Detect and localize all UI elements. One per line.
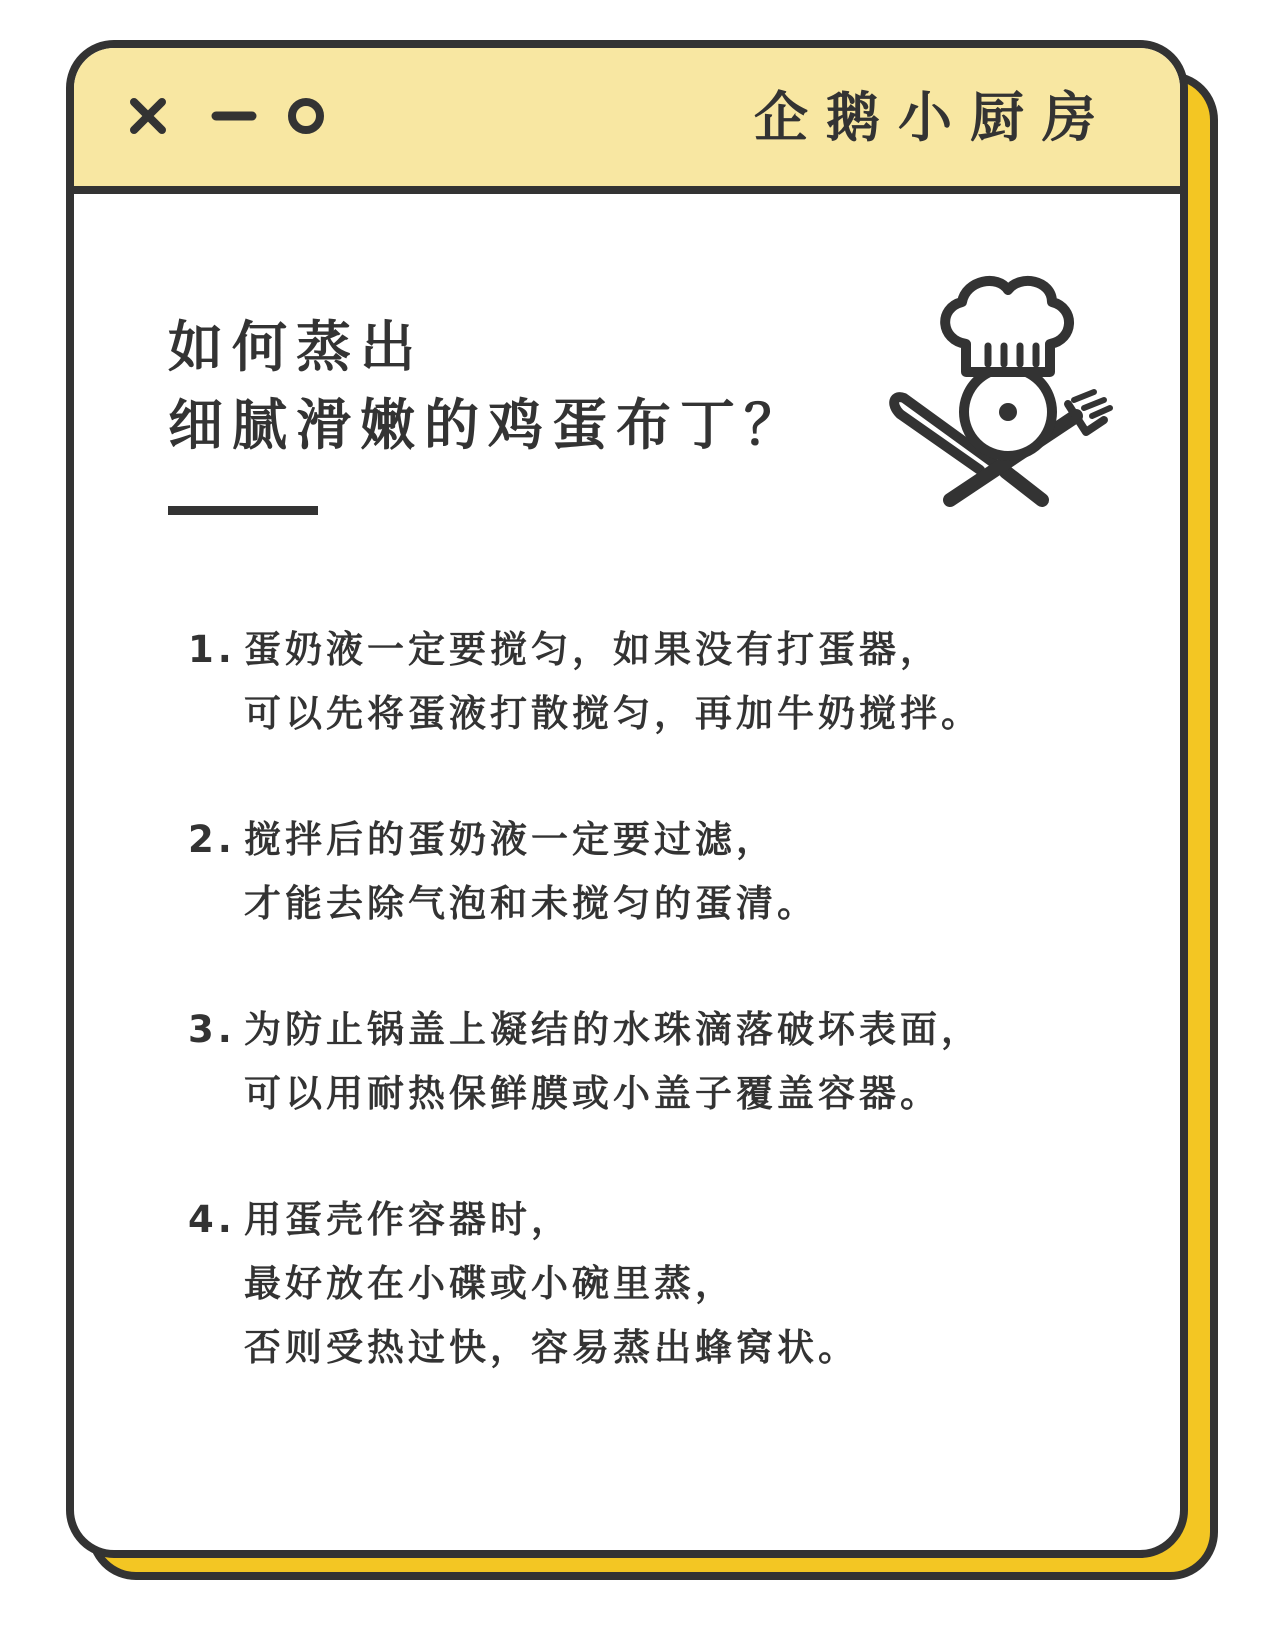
tips-list	[188, 618, 1128, 1442]
tip-item	[188, 618, 1128, 746]
page-heading	[168, 308, 808, 464]
maximize-icon[interactable]	[282, 92, 330, 140]
tip-line: 最好放在小碟或小碗里蒸，	[244, 1262, 736, 1305]
tip-line: 搅拌后的蛋奶液一定要过滤，	[244, 818, 777, 861]
tip-line: 蛋奶液一定要搅匀，如果没有打蛋器，	[244, 628, 941, 671]
heading-divider	[168, 506, 318, 515]
tip-line: 为防止锅盖上凝结的水珠滴落破坏表面，	[244, 1008, 982, 1051]
chef-icon	[880, 274, 1114, 514]
tip-line: 否则受热过快，容易蒸出蜂窝状。	[244, 1326, 859, 1369]
title-bar	[74, 48, 1180, 194]
brand-title: 企鹅小厨房	[754, 86, 1114, 149]
tip-number: 4.	[188, 1198, 236, 1241]
tip-number: 2.	[188, 818, 236, 861]
heading-line-1: 如何蒸出	[168, 315, 425, 379]
tip-item	[188, 1188, 1128, 1380]
window-card	[66, 40, 1188, 1558]
tip-number: 1.	[188, 628, 236, 671]
heading-line-2: 细腻滑嫩的鸡蛋布丁？	[168, 393, 809, 457]
tip-line: 可以先将蛋液打散搅匀，再加牛奶搅拌。	[244, 692, 982, 735]
tip-line: 用蛋壳作容器时，	[244, 1198, 572, 1241]
minimize-icon[interactable]	[204, 92, 264, 140]
tip-line: 才能去除气泡和未搅匀的蛋清。	[244, 882, 818, 925]
tip-number: 3.	[188, 1008, 236, 1051]
tip-item	[188, 998, 1128, 1126]
tip-item	[188, 808, 1128, 936]
close-icon[interactable]	[124, 92, 172, 140]
tip-line: 可以用耐热保鲜膜或小盖子覆盖容器。	[244, 1072, 941, 1115]
